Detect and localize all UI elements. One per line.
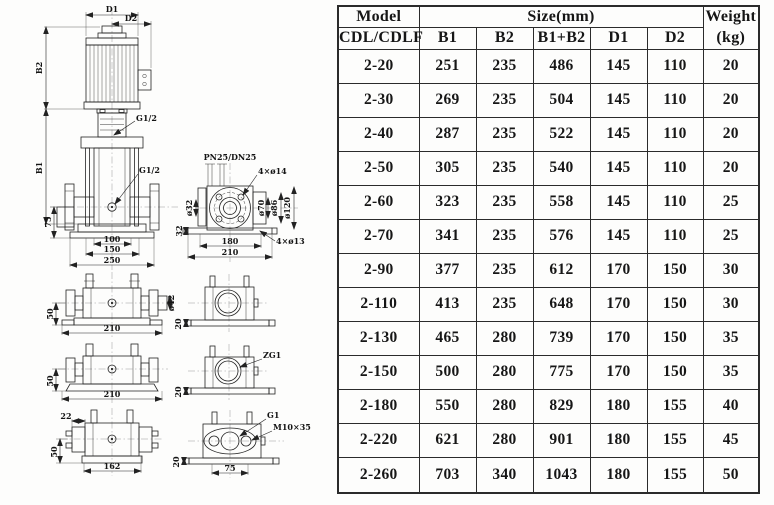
size-cell: 413: [419, 287, 476, 321]
size-cell: 150: [647, 321, 703, 355]
size-cell: 576: [533, 219, 590, 253]
sv2-dim-210-label: 210: [103, 389, 121, 399]
size-cell: 235: [476, 83, 533, 117]
model-cell: 2-60: [338, 185, 419, 219]
sv1-dim-50-label: 50: [45, 308, 55, 320]
size-cell: 110: [647, 151, 703, 185]
size-cell: 155: [647, 389, 703, 423]
weight-cell: 30: [703, 253, 759, 287]
model-cell: 2-70: [338, 219, 419, 253]
size-cell: 150: [647, 355, 703, 389]
flange-top-view: [174, 152, 305, 262]
size-cell: 145: [590, 185, 647, 219]
table-row: [338, 219, 759, 253]
col-header-d1: D1: [590, 28, 647, 49]
size-cell: 280: [476, 423, 533, 457]
weight-cell: 35: [703, 355, 759, 389]
col-header-model: Model: [338, 6, 419, 28]
size-cell: 251: [419, 49, 476, 83]
model-cell: 2-30: [338, 83, 419, 117]
model-cell: 2-220: [338, 423, 419, 457]
size-cell: 305: [419, 151, 476, 185]
size-cell: 145: [590, 83, 647, 117]
table-row: [338, 287, 759, 321]
size-cell: 235: [476, 219, 533, 253]
size-cell: 486: [533, 49, 590, 83]
size-cell: 648: [533, 287, 590, 321]
dia-70-label: ø70: [256, 199, 266, 217]
model-cell: 2-150: [338, 355, 419, 389]
size-cell: 558: [533, 185, 590, 219]
pv2-dim-20-label: 20: [173, 386, 183, 398]
flange-bolt-holes-label: 4×ø14: [258, 166, 287, 176]
size-cell: 170: [590, 287, 647, 321]
weight-cell: 20: [703, 49, 759, 83]
model-cell: 2-180: [338, 389, 419, 423]
model-cell: 2-90: [338, 253, 419, 287]
dim-75-label: 75: [43, 216, 53, 228]
size-cell: 180: [590, 423, 647, 457]
base-holes-label: 4×ø13: [276, 236, 305, 246]
size-cell: 235: [476, 117, 533, 151]
table-row: [338, 151, 759, 185]
size-cell: 323: [419, 185, 476, 219]
table-row: [338, 253, 759, 287]
size-cell: 110: [647, 219, 703, 253]
pv3-thread-label: G1: [267, 410, 280, 420]
weight-cell: 45: [703, 423, 759, 457]
size-cell: 180: [590, 389, 647, 423]
weight-cell: 20: [703, 151, 759, 185]
sv2-dim-50-label: 50: [45, 375, 55, 387]
size-cell: 235: [476, 287, 533, 321]
model-cell: 2-260: [338, 457, 419, 492]
pv1-dim-20-label: 20: [173, 318, 183, 330]
size-cell: 150: [647, 287, 703, 321]
dim-b2-label: B2: [34, 61, 44, 75]
weight-label-line1: Weight: [705, 8, 757, 25]
dim-180-label: 180: [221, 236, 239, 246]
weight-cell: 20: [703, 83, 759, 117]
col-header-b1: B1: [419, 28, 476, 49]
weight-label-line2: (kg): [716, 28, 746, 46]
col-header-b2: B2: [476, 28, 533, 49]
size-cell: 500: [419, 355, 476, 389]
dim-d1-label: D1: [105, 4, 119, 14]
table-row: [338, 355, 759, 389]
dim-150-label: 150: [103, 244, 121, 254]
port-view-3: [171, 410, 311, 478]
port-view-2: [173, 344, 281, 400]
col-header-size-group: Size(mm): [419, 6, 703, 28]
sv3-dim-22-label: 22: [60, 411, 72, 421]
size-cell: 377: [419, 253, 476, 287]
weight-cell: 25: [703, 219, 759, 253]
plug-mid-label: G1/2: [139, 165, 160, 175]
sv3-dim-50-label: 50: [49, 446, 59, 458]
size-cell: 235: [476, 253, 533, 287]
weight-cell: 30: [703, 287, 759, 321]
pv3-bolt-label: M10×35: [273, 422, 311, 432]
header-row-1: [338, 6, 759, 28]
model-cell: 2-110: [338, 287, 419, 321]
size-cell: 612: [533, 253, 590, 287]
col-header-model-series: CDL/CDLF: [338, 28, 419, 49]
size-cell: 550: [419, 389, 476, 423]
size-cell: 703: [419, 457, 476, 492]
weight-cell: 35: [703, 321, 759, 355]
terminal-box: [138, 70, 151, 90]
size-cell: 180: [590, 457, 647, 492]
model-cell: 2-50: [338, 151, 419, 185]
pump-drawing: [0, 0, 337, 500]
port-view-1: [173, 274, 275, 332]
dia-32-label: ø32: [184, 199, 194, 217]
size-cell: 145: [590, 219, 647, 253]
size-cell: 621: [419, 423, 476, 457]
plug-top-label: G1/2: [136, 113, 157, 123]
size-cell: 522: [533, 117, 590, 151]
front-view: [34, 4, 178, 270]
col-header-b1b2: B1+B2: [533, 28, 590, 49]
size-cell: 150: [647, 253, 703, 287]
size-cell: 145: [590, 117, 647, 151]
size-cell: 1043: [533, 457, 590, 492]
size-cell: 235: [476, 185, 533, 219]
weight-cell: 50: [703, 457, 759, 492]
side-view-3: [49, 408, 164, 476]
size-table: [337, 5, 760, 494]
dia-42-label: ø42: [166, 294, 176, 312]
side-view-1: [45, 272, 176, 338]
size-cell: 504: [533, 83, 590, 117]
model-cell: 2-20: [338, 49, 419, 83]
table-row: [338, 185, 759, 219]
dim-210-label: 210: [221, 247, 239, 257]
model-cell: 2-130: [338, 321, 419, 355]
size-cell: 341: [419, 219, 476, 253]
size-cell: 540: [533, 151, 590, 185]
pv3-dim-75-label: 75: [224, 463, 236, 473]
size-cell: 110: [647, 49, 703, 83]
size-cell: 170: [590, 321, 647, 355]
dim-b1-label: B1: [34, 161, 44, 175]
weight-cell: 40: [703, 389, 759, 423]
size-cell: 901: [533, 423, 590, 457]
size-cell: 340: [476, 457, 533, 492]
side-view-2: [45, 342, 168, 404]
size-cell: 155: [647, 423, 703, 457]
table-row: [338, 389, 759, 423]
col-header-d2: D2: [647, 28, 703, 49]
size-cell: 465: [419, 321, 476, 355]
drawing-panel: [0, 0, 337, 500]
size-cell: 155: [647, 457, 703, 492]
header-row-2: [338, 28, 759, 49]
table-body: [338, 49, 759, 493]
dim-d2-label: D2: [124, 13, 138, 23]
table-row: [338, 423, 759, 457]
flange-title: PN25/DN25: [203, 152, 257, 162]
table-row: [338, 117, 759, 151]
sv1-dim-210-label: 210: [103, 323, 121, 333]
weight-cell: 20: [703, 117, 759, 151]
size-cell: 829: [533, 389, 590, 423]
col-header-weight: [703, 6, 759, 49]
size-cell: 775: [533, 355, 590, 389]
size-cell: 110: [647, 83, 703, 117]
size-cell: 280: [476, 389, 533, 423]
weight-cell: 25: [703, 185, 759, 219]
table-row: [338, 83, 759, 117]
size-cell: 170: [590, 355, 647, 389]
size-cell: 110: [647, 117, 703, 151]
size-cell: 145: [590, 49, 647, 83]
size-cell: 235: [476, 49, 533, 83]
table-row: [338, 49, 759, 83]
table-row: [338, 321, 759, 355]
size-cell: 110: [647, 185, 703, 219]
dim-100-label: 100: [103, 234, 121, 244]
size-cell: 170: [590, 253, 647, 287]
pv3-dim-20-label: 20: [171, 456, 181, 468]
size-cell: 269: [419, 83, 476, 117]
table-panel: [337, 5, 758, 489]
size-cell: 280: [476, 321, 533, 355]
dim-250-label: 250: [103, 255, 121, 265]
sv3-dim-162-label: 162: [103, 461, 121, 471]
dim-32-label: 32: [174, 225, 184, 237]
size-cell: 287: [419, 117, 476, 151]
table-row: [338, 457, 759, 492]
dia-120-label: ø120: [282, 196, 292, 220]
size-cell: 235: [476, 151, 533, 185]
model-cell: 2-40: [338, 117, 419, 151]
size-cell: 739: [533, 321, 590, 355]
pv2-thread-label: ZG1: [263, 350, 282, 360]
size-cell: 280: [476, 355, 533, 389]
size-cell: 145: [590, 151, 647, 185]
dia-86-label: ø86: [269, 199, 279, 217]
